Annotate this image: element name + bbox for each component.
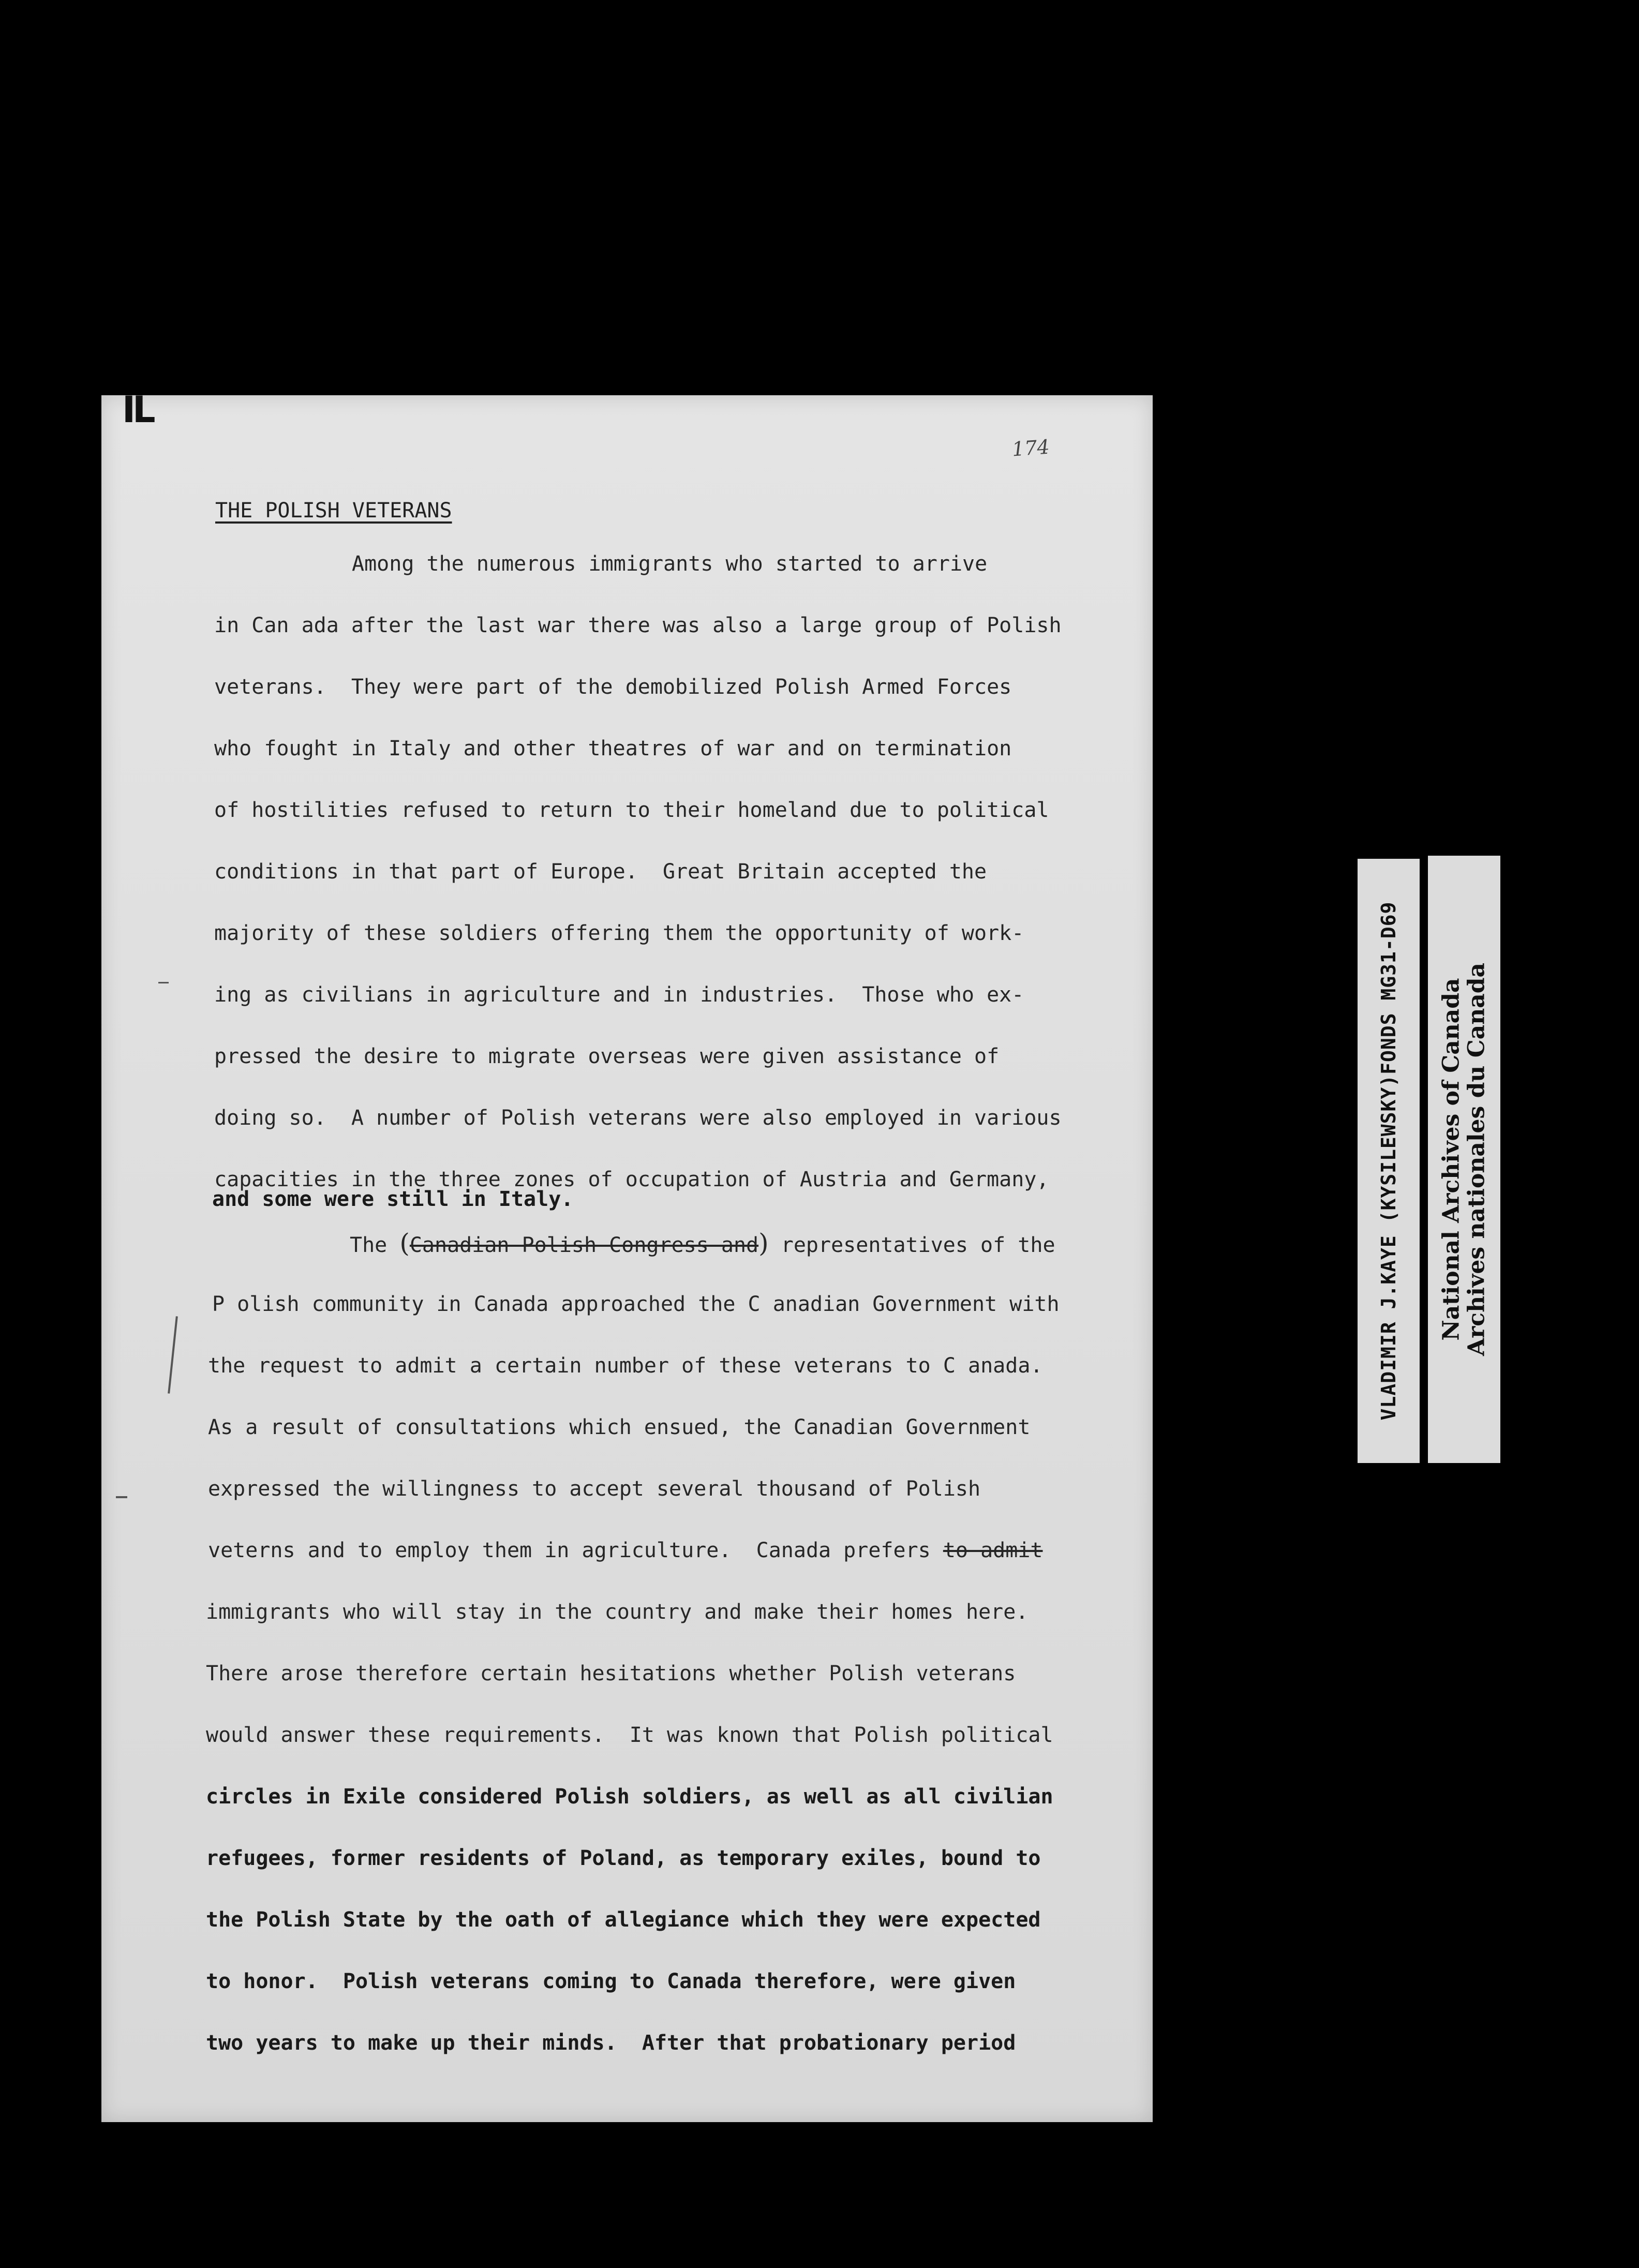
margin-tick-mark	[116, 1496, 127, 1498]
margin-tick-mark	[158, 982, 169, 983]
text-line: There arose therefore certain hesitations whether Polish veterans	[206, 1662, 1016, 1685]
text-fragment: The	[350, 1233, 400, 1257]
inserted-bold-line: and some were still in Italy.	[212, 1187, 574, 1211]
struck-text: to admit	[943, 1539, 1043, 1562]
text-fragment: representatives of the	[768, 1233, 1055, 1257]
text-line: expressed the willingness to accept several thousand of Polish	[208, 1477, 981, 1501]
text-line: majority of these soldiers offering them the opportunity of work-	[214, 921, 1024, 945]
paren-open: (	[399, 1228, 410, 1258]
text-line: immigrants who will stay in the country and make their homes here.	[206, 1600, 1029, 1624]
text-line: P olish community in Canada approached the C anadian Government with	[212, 1292, 1060, 1316]
text-line: capacities in the three zones of occupation of Austria and Germany,	[214, 1168, 1049, 1191]
institution-label-text	[1439, 963, 1490, 1356]
text-line: the Polish State by the oath of allegiance which they were expected	[206, 1908, 1041, 1932]
text-line: Among the numerous immigrants who started to arrive	[352, 552, 988, 576]
text-line: who fought in Italy and other theatres of war and on termination	[214, 737, 1012, 760]
archive-fonds-label	[1358, 859, 1420, 1463]
text-line: the request to admit a certain number of these veterans to C anada.	[208, 1354, 1043, 1378]
paren-close: )	[758, 1228, 769, 1258]
institution-name-fr: Archives nationales du Canada	[1464, 962, 1490, 1356]
corner-mark: IL	[122, 389, 153, 431]
text-line: to honor. Polish veterans coming to Canada therefore, were given	[206, 1969, 1016, 1993]
archive-institution-label	[1428, 856, 1500, 1463]
text-line-struck	[350, 1230, 1055, 1256]
text-line: veterans. They were part of the demobilized Polish Armed Forces	[214, 675, 1012, 699]
text-line-struck	[208, 1540, 1043, 1561]
text-line: ing as civilians in agriculture and in industries. Those who ex-	[214, 983, 1024, 1007]
page-number: 174	[1011, 435, 1050, 461]
text-line: As a result of consultations which ensued, the Canadian Government	[208, 1415, 1031, 1439]
document-title: THE POLISH VETERANS	[215, 499, 452, 523]
struck-text: Canadian Polish Congress and	[409, 1233, 759, 1257]
text-line: in Can ada after the last war there was also a large group of Polish	[214, 614, 1062, 637]
institution-name-en: National Archives of Canada	[1438, 978, 1465, 1341]
text-line: refugees, former residents of Poland, as temporary exiles, bound to	[206, 1846, 1041, 1870]
text-line: of hostilities refused to return to their homeland due to political	[214, 798, 1049, 822]
margin-pencil-mark	[168, 1316, 178, 1394]
text-line: doing so. A number of Polish veterans were also employed in various	[214, 1106, 1062, 1130]
text-line: circles in Exile considered Polish soldiers, as well as all civilian	[206, 1785, 1053, 1809]
text-fragment: veterns and to employ them in agriculture. Canada prefers	[208, 1539, 943, 1562]
fonds-label-text: VLADIMIR J.KAYE (KYSILEWSKY)FONDS MG31-D69	[1377, 901, 1400, 1421]
text-line: pressed the desire to migrate overseas were given assistance of	[214, 1045, 1000, 1068]
document-page	[101, 389, 1153, 2122]
text-line: two years to make up their minds. After that probationary period	[206, 2031, 1016, 2055]
text-line: conditions in that part of Europe. Great Britain accepted the	[214, 860, 987, 884]
text-line: would answer these requirements. It was known that Polish political	[206, 1723, 1053, 1747]
